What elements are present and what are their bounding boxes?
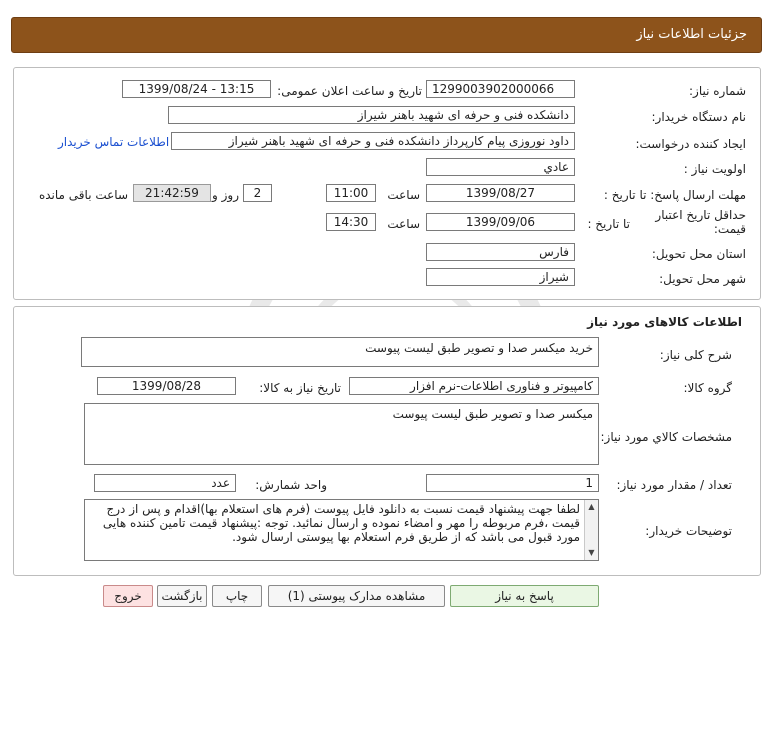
need-number-label: شماره نیاز: (689, 84, 746, 98)
price-validity-label: حداقل تاریخ اعتبار قیمت: (655, 208, 746, 236)
city-label: شهر محل تحویل: (659, 272, 746, 286)
send-deadline-label: مهلت ارسال پاسخ: تا تاریخ : (603, 188, 746, 202)
view-attachments-button[interactable]: مشاهده مدارک پیوستی (1) (268, 585, 445, 607)
province-label: استان محل تحویل: (651, 247, 746, 261)
buyer-notes-text: لطفا جهت پیشنهاد قیمت نسبت به دانلود فایل پیوست (فرم های استعلام بها)اقدام و پس از درج قیمت ،فرم مربوطه را مهر و امضاء نموده و ارسال نمائید. توجه :پیشنهاد قیمت تامین کننده هایی مورد قبول می باشد که از طریق فرم استعلام بها پیوستی ارسال شود. (102, 502, 580, 544)
specs-label: مشخصات کالاي مورد نیاز: (600, 430, 732, 444)
goods-group-label: گروه کالا: (683, 381, 732, 395)
need-details-panel (13, 67, 761, 300)
buyer-notes-label: توضیحات خریدار: (645, 524, 732, 538)
city-field: شیراز (426, 268, 575, 286)
price-validity-date-field: 1399/09/06 (426, 213, 575, 231)
buyer-org-label: نام دستگاه خریدار: (651, 110, 746, 124)
page-header (11, 17, 762, 53)
back-button[interactable]: بازگشت (157, 585, 207, 607)
announce-label: تاریخ و ساعت اعلان عمومی: (277, 84, 422, 98)
general-desc-label: شرح کلی نیاز: (659, 348, 732, 362)
remaining-time-field: 21:42:59 (133, 184, 211, 202)
notes-scrollbar[interactable] (584, 500, 598, 560)
scroll-down-icon[interactable]: ▼ (588, 548, 595, 557)
priority-label: اولویت نیاز : (683, 162, 746, 176)
page-title: جزئیات اطلاعات نیاز (636, 27, 747, 42)
validity-time-label: ساعت (387, 217, 420, 231)
price-validity-time-field: 14:30 (326, 213, 376, 231)
reply-button[interactable]: پاسخ به نیاز (450, 585, 599, 607)
need-number-field: 1299003902000066 (426, 80, 575, 98)
announce-field: 1399/08/24 - 13:15 (122, 80, 271, 98)
buyer-notes-textarea[interactable] (84, 499, 599, 561)
quantity-field: 1 (426, 474, 599, 492)
send-time-label: ساعت (387, 188, 420, 202)
need-date-label: تاریخ نیاز به کالا: (259, 381, 341, 395)
send-deadline-date-field: 1399/08/27 (426, 184, 575, 202)
province-field: فارس (426, 243, 575, 261)
specs-field: میکسر صدا و تصویر طبق لیست پیوست (84, 403, 599, 465)
send-deadline-time-field: 11:00 (326, 184, 376, 202)
goods-section-title: اطلاعات کالاهای مورد نیاز (587, 315, 742, 329)
unit-label: واحد شمارش: (255, 478, 327, 492)
quantity-label: تعداد / مقدار مورد نیاز: (616, 478, 732, 492)
priority-field: عادي (426, 158, 575, 176)
unit-field: عدد (94, 474, 236, 492)
buyer-contact-link[interactable]: اطلاعات تماس خریدار (58, 135, 170, 149)
requester-label: ایجاد کننده درخواست: (635, 137, 746, 151)
remaining-time-label: ساعت باقی مانده (38, 188, 128, 202)
buyer-org-field: دانشکده فنی و حرفه ای شهید باهنر شیراز (168, 106, 575, 124)
days-field: 2 (243, 184, 272, 202)
days-label: روز و (212, 188, 239, 202)
requester-field: داود نوروزی پیام کارپرداز دانشکده فنی و حرفه ای شهید باهنر شیراز (171, 132, 575, 150)
print-button[interactable]: چاپ (212, 585, 262, 607)
exit-button[interactable]: خروج (103, 585, 153, 607)
until-date-label: تا تاریخ : (587, 217, 630, 231)
need-date-field: 1399/08/28 (97, 377, 236, 395)
general-desc-field: خرید میکسر صدا و تصویر طبق لیست پیوست (81, 337, 599, 367)
goods-group-field: کامپیوتر و فناوری اطلاعات-نرم افزار (349, 377, 599, 395)
scroll-up-icon[interactable]: ▲ (588, 502, 595, 511)
